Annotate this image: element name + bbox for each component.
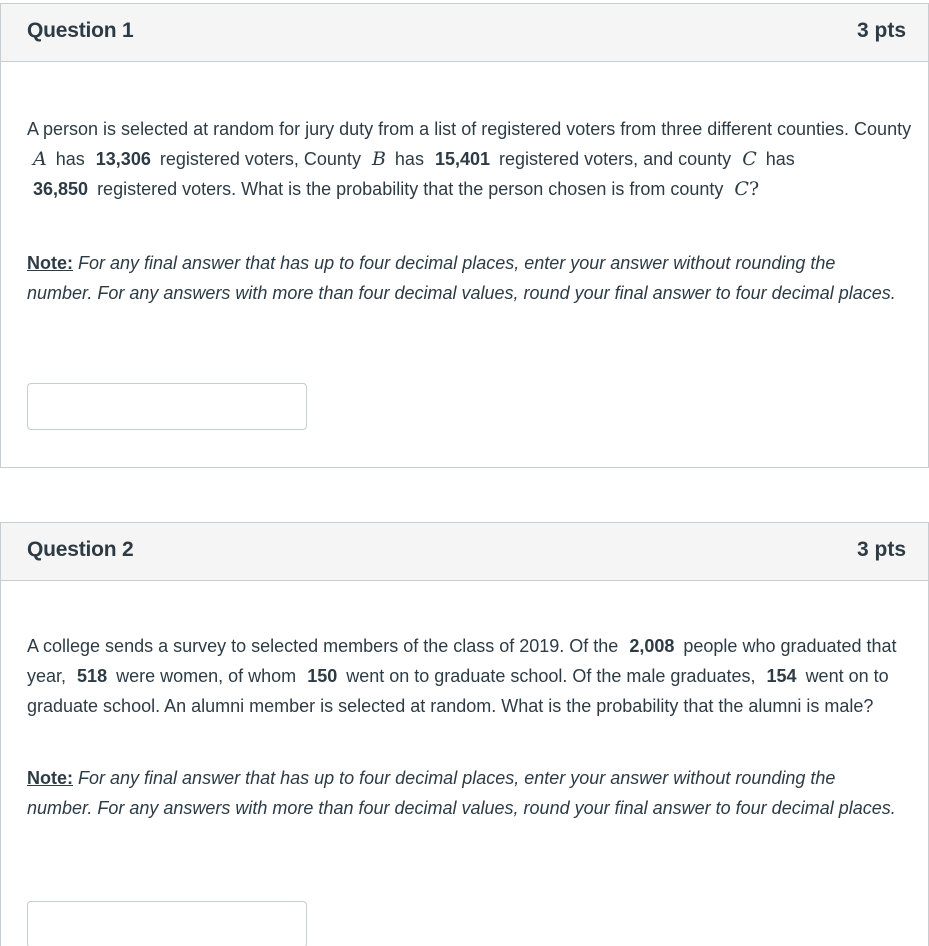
question-header xyxy=(1,523,928,581)
question-text-part: has xyxy=(765,149,795,169)
question-card-2 xyxy=(0,522,929,946)
variable-a: A xyxy=(33,148,47,170)
question-points: 3 pts xyxy=(856,538,906,561)
question-title: Question 1 xyxy=(27,19,134,42)
note-label: Note: xyxy=(27,768,73,788)
question-text xyxy=(27,631,912,721)
question-text-part: went on to graduate school. An alumni member is selected at random. What is the probability that the alumni is male? xyxy=(27,666,889,716)
question-text-part: has xyxy=(394,149,424,169)
question-card-1 xyxy=(0,3,929,468)
question-text-part: has xyxy=(55,149,85,169)
number-county-a: 13,306 xyxy=(95,149,151,169)
number-women: 518 xyxy=(77,666,108,686)
variable-b: B xyxy=(371,148,386,170)
question-header xyxy=(1,4,928,62)
note-text: For any final answer that has up to four decimal places, enter your answer without rounding the number. For any answers with more than four decimal values, round your final answer to four decimal places. xyxy=(27,768,896,818)
question-text-part: registered voters, and county xyxy=(499,149,732,169)
question-note xyxy=(27,248,897,308)
question-text xyxy=(27,114,912,204)
question-mark: ? xyxy=(748,178,760,200)
question-text-part: A person is selected at random for jury duty from a list of registered voters from three different counties. County xyxy=(27,119,912,139)
question-points: 3 pts xyxy=(856,19,906,42)
note-text: For any final answer that has up to four decimal places, enter your answer without rounding the number. For any answers with more than four decimal values, round your final answer to four decimal places. xyxy=(27,253,896,303)
number-county-b: 15,401 xyxy=(434,149,491,169)
answer-input[interactable] xyxy=(27,383,307,430)
question-note xyxy=(27,763,897,823)
variable-c: C xyxy=(742,148,757,170)
note-label: Note: xyxy=(27,253,73,273)
question-text-part: went on to graduate school. Of the male graduates, xyxy=(346,666,756,686)
question-title: Question 2 xyxy=(27,538,134,561)
question-text-part: people who graduated that year, xyxy=(27,636,897,686)
question-text-part: were women, of whom xyxy=(116,666,297,686)
variable-c: C xyxy=(734,178,749,200)
number-male-grad-school: 154 xyxy=(766,666,797,686)
question-text-part: A college sends a survey to selected members of the class of 2019. Of the xyxy=(27,636,619,656)
number-county-c: 36,850 xyxy=(33,179,89,199)
question-text-part: registered voters, County xyxy=(159,149,361,169)
answer-input[interactable] xyxy=(27,901,307,946)
number-women-grad-school: 150 xyxy=(307,666,338,686)
number-graduates-total: 2,008 xyxy=(629,636,675,656)
question-text-part: registered voters. What is the probability that the person chosen is from county xyxy=(97,179,724,199)
